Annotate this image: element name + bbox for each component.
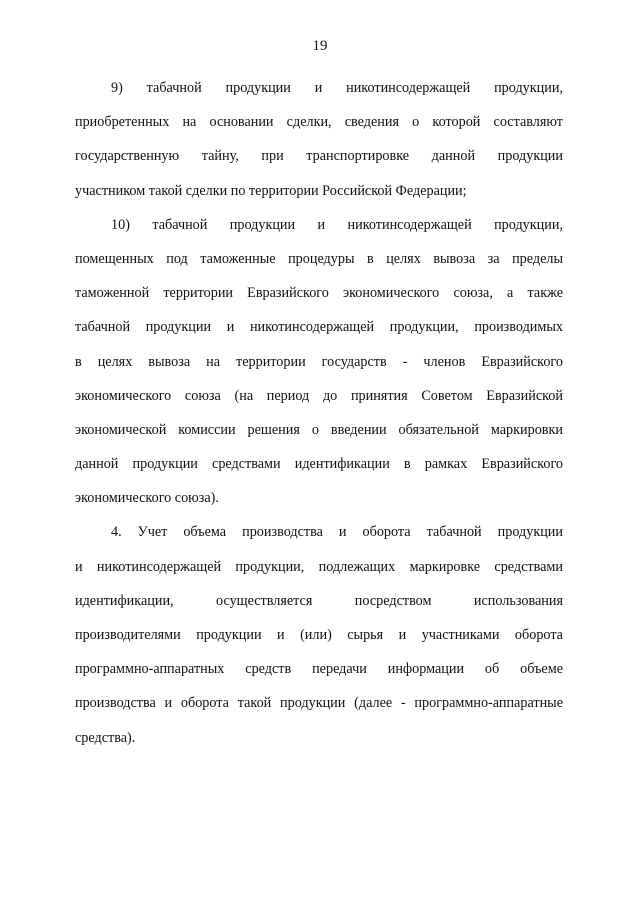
text-line: 9) табачной продукции и никотинсодержащей продукции,	[111, 80, 563, 96]
text-line: таможенной территории Евразийского экономического союза, а также	[75, 285, 563, 302]
text-line: помещенных под таможенные процедуры в целях вывоза за пределы	[75, 250, 563, 267]
text-line: производства и оборота такой продукции (далее - программно-аппаратные	[75, 695, 563, 712]
text-line: 10) табачной продукции и никотинсодержащей продукции,	[111, 216, 563, 233]
text-line: участником такой сделки по территории Российской Федерации;	[75, 182, 467, 199]
text-line: 4. Учет объема производства и оборота табачной продукции	[111, 524, 563, 541]
text-line: идентификации, осуществляется посредством использования	[75, 592, 563, 609]
text-line: данной продукции средствами идентификации в рамках Евразийского	[75, 456, 563, 473]
page-number: 19	[312, 38, 328, 54]
text-line: средства).	[75, 729, 136, 746]
paragraph-item-10	[75, 208, 563, 516]
text-line: табачной продукции и никотинсодержащей продукции, производимых	[75, 319, 563, 336]
text-line: экономической комиссии решения о введении обязательной маркировки	[75, 421, 563, 438]
text-line: программно-аппаратных средств передачи информации об объеме	[75, 661, 563, 678]
text-line: в целях вывоза на территории государств - членов Евразийского	[75, 353, 563, 370]
document-body	[75, 71, 563, 755]
paragraph-section-4	[75, 515, 563, 754]
text-line: экономического союза).	[75, 490, 219, 507]
text-line: и никотинсодержащей продукции, подлежащих маркировке средствами	[75, 558, 563, 575]
text-line: экономического союза (на период до принятия Советом Евразийской	[75, 387, 563, 404]
text-line: приобретенных на основании сделки, сведения о которой составляют	[75, 114, 563, 131]
text-line: производителями продукции и (или) сырья и участниками оборота	[75, 627, 563, 643]
text-line: государственную тайну, при транспортировке данной продукции	[75, 148, 563, 165]
paragraph-item-9	[75, 71, 563, 208]
